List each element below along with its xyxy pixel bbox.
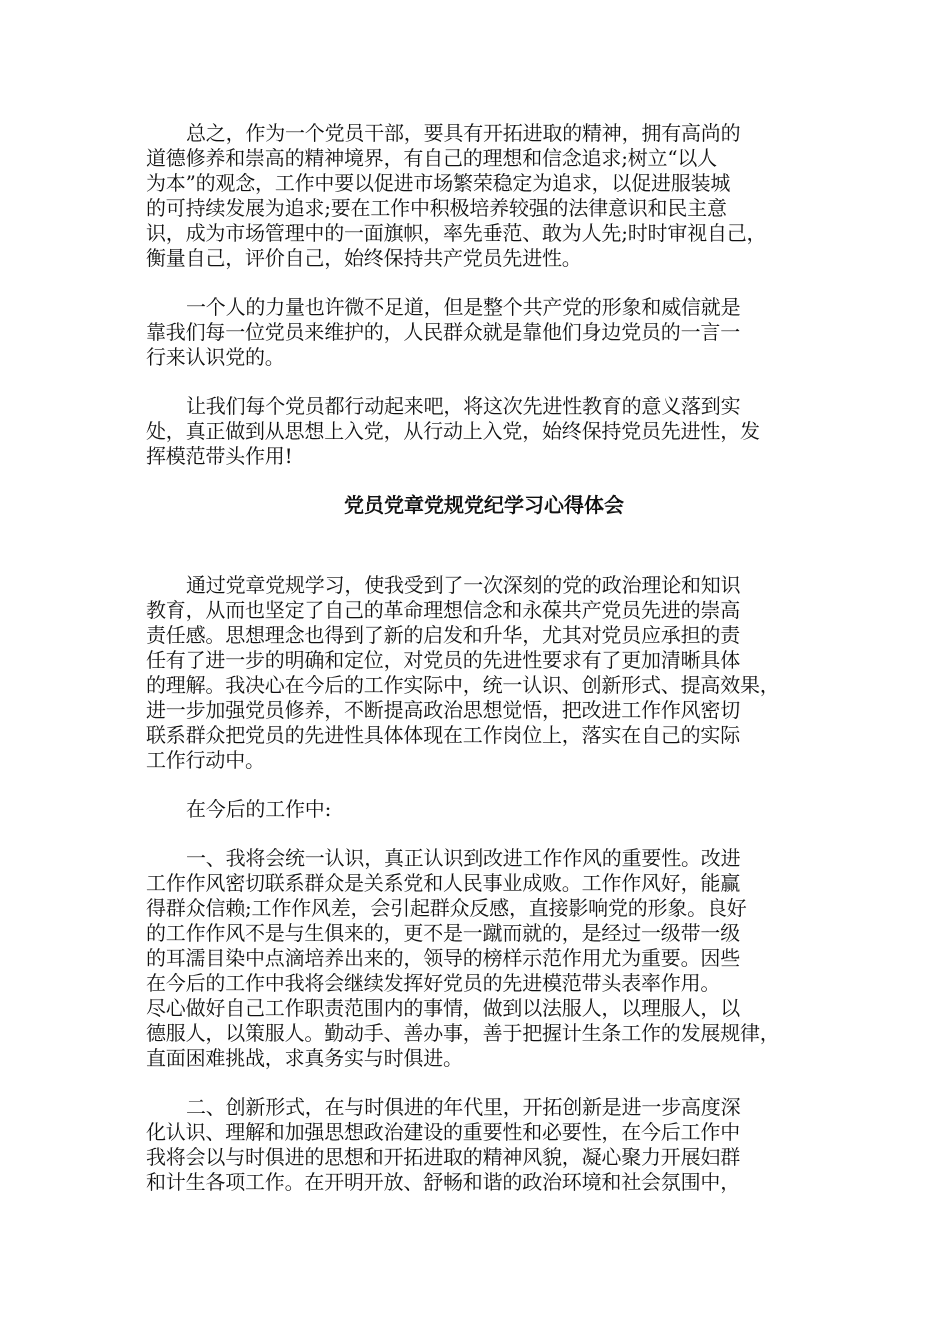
paragraph-point-two: 二、创新形式，在与时俱进的年代里，开拓创新是进一步高度深 化认识、理解和加强思想政治建设的重要性和必要性，在今后工作中 我将会以与时俱进的思想和开拓进取的精神风貌，凝心聚力开展妇群 和计生各项工作。在开明开放、舒畅和谐的政治环境和社会氛围中，	[146, 1095, 741, 1194]
section-title: 党员党章党规党纪学习心得体会	[344, 493, 624, 517]
paragraph-conclusion: 总之，作为一个党员干部，要具有开拓进取的精神，拥有高尚的 道德修养和崇高的精神境界，有自己的理想和信念追求;树立“以人 为本”的观念，工作中要以促进市场繁荣稳定为追求，以促进服装城 的可持续发展为追求;要在工作中积极培养较强的法律意识和民主意 识，成为市场管理中的一面旗帜，率先垂范、敢为人先;时时审视自己， 衡量自己，评价自己，始终保持共产党员先进性。	[146, 121, 767, 270]
document-page	[146, 121, 822, 1219]
paragraph-call-to-action: 让我们每个党员都行动起来吧，将这次先进性教育的意义落到实 处，真正做到从思想上入党，从行动上入党，始终保持党员先进性，发 挥模范带头作用!	[146, 394, 760, 468]
paragraph-future-work-intro: 在今后的工作中:	[186, 797, 332, 821]
paragraph-point-one: 一、我将会统一认识，真正认识到改进工作作风的重要性。改进 工作作风密切联系群众是关系党和人民事业成败。工作作风好，能赢 得群众信赖;工作作风差，会引起群众反感，直接影响党的形象。良好 的工作作风不是与生俱来的，更不是一蹴而就的，是经过一级带一级 的耳濡目染中点滴培养出来的，领导的榜样示范作用尤为重要。因些 在今后的工作中我将会继续发挥好党员的先进模范带头表率作用。 尽心做好自己工作职责范围内的事情，做到以法服人，以理服人，以 德服人，以策服人。勤动手、善办事，善于把握计生条工作的发展规律， 直面困难挑战，求真务实与时俱进。	[146, 846, 780, 1070]
paragraph-individual-strength: 一个人的力量也许微不足道，但是整个共产党的形象和威信就是 靠我们每一位党员来维护的，人民群众就是靠他们身边党员的一言一 行来认识党的。	[146, 295, 741, 369]
paragraph-study-reflection: 通过党章党规学习，使我受到了一次深刻的党的政治理论和知识 教育，从而也坚定了自己的革命理想信念和永葆共产党员先进的崇高 责任感。思想理念也得到了新的启发和升华，尤其对党员应承担的责 任有了进一步的明确和定位，对党员的先进性要求有了更加清晰具体 的理解。我决心在今后的工作实际中，统一认识、创新形式、提高效果， 进一步加强党员修养，不断提高政治思想觉悟，把改进工作作风密切 联系群众把党员的先进性具体体现在工作岗位上，落实在自己的实际 工作行动中。	[146, 573, 780, 772]
